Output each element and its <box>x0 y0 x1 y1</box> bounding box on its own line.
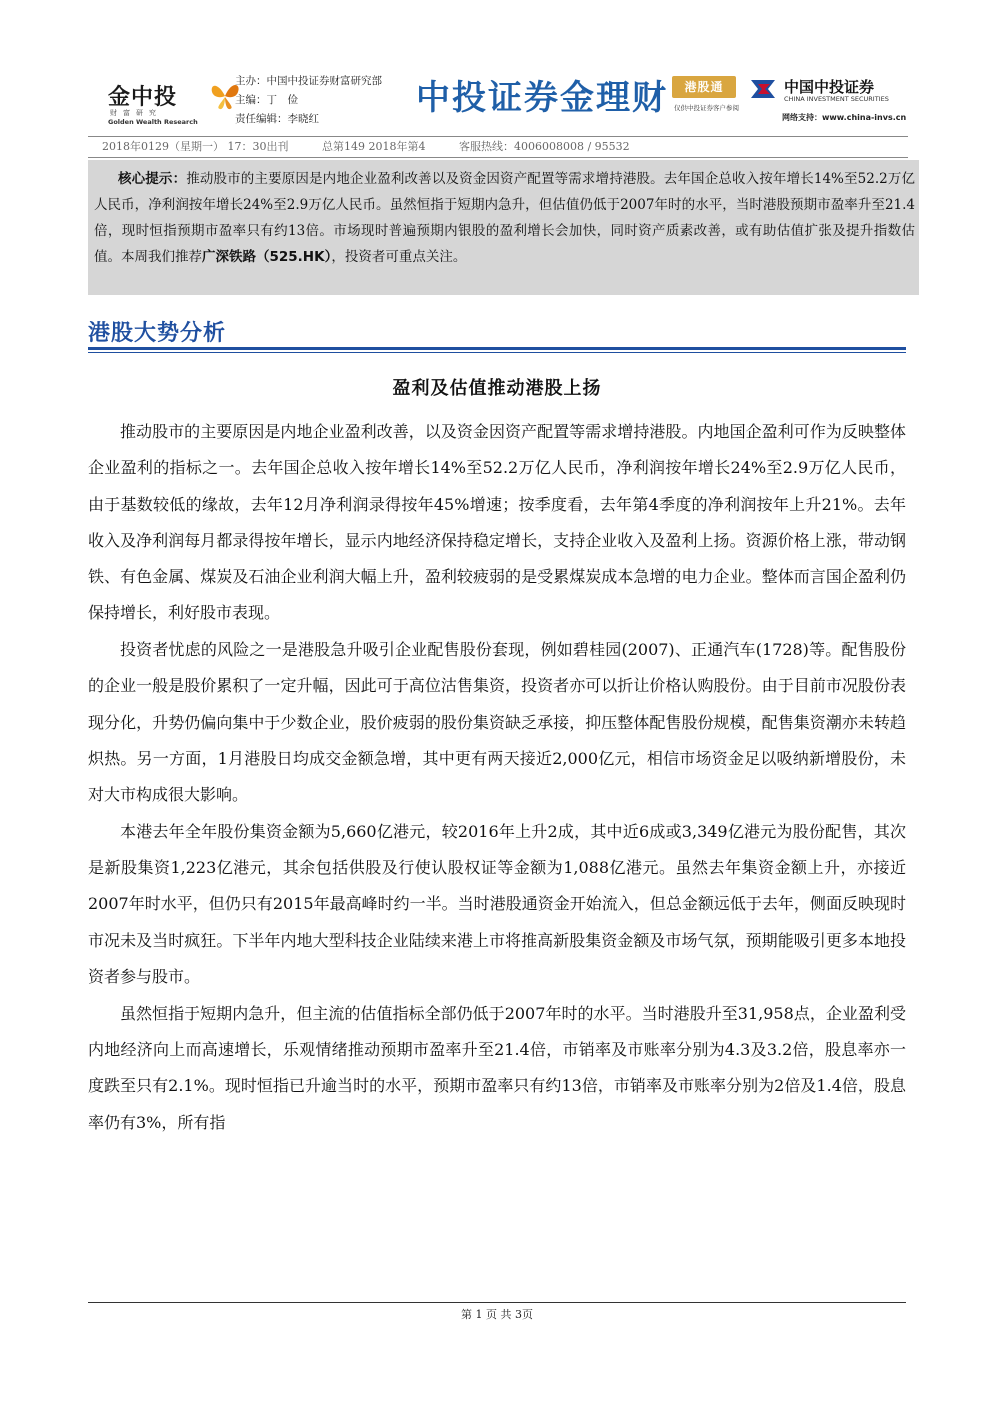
footer-divider <box>88 1302 906 1303</box>
logo-en: Golden Wealth Research <box>108 118 198 126</box>
company-name-cn: 中国中投证券 <box>784 78 875 96</box>
article-paragraph: 虽然恒指于短期内急升，但主流的估值指标全部仍低于2007年时的水平。当时港股升至31,958点，企业盈利受内地经济向上而高速增长，乐观情绪推动预期市盈率升至21.4倍，市销率及市账率分别为4.3及3.2倍，股息率亦一度跌至只有2.1%。现时恒指已升逾当时的水平，预期市盈率只有约13倍，市销率及市账率分别为2倍及1.4倍，股息率仍有3%，所有指 <box>88 1003 906 1132</box>
credit-chief-editor: 主编：丁 俭 <box>235 94 298 106</box>
masthead <box>88 64 908 134</box>
logo-sub: 财富研究 <box>110 109 162 117</box>
summary-label: 核心提示： <box>118 171 187 187</box>
article-body <box>88 414 906 1141</box>
company-name-en: CHINA INVESTMENT SECURITIES <box>784 95 889 103</box>
article-paragraph: 本港去年全年股份集资金额为5,660亿港元，较2016年上升2成，其中近6成或3,349亿港元为股份配售，其次是新股集资1,223亿港元，其余包括供股及行使认股权证等金额为1,088亿港元。虽然去年集资金额上升，亦接近2007年时水平，但仍只有2015年最高峰时约一半。当时港股通资金开始流入，但总金额远低于去年，侧面反映现时市况未及当时疯狂。下半年内地大型科技企业陆续来港上市将推高新股集资金额及市场气氛，预期能吸引更多本地投资者参与股市。 <box>88 821 906 987</box>
article-paragraph: 推动股市的主要原因是内地企业盈利改善，以及资金因资产配置等需求增持港股。内地国企盈利可作为反映整体企业盈利的指标之一。去年国企总收入按年增长14%至52.2万亿人民币，净利润按年增长24%至2.9万亿人民币，由于基数较低的缘故，去年12月净利润录得按年45%增速；按季度看，去年第4季度的净利润按年上升21%。去年收入及净利润每月都录得按年增长，显示内地经济保持稳定增长，支持企业收入及盈利上扬。资源价格上涨，带动钢铁、有色金属、煤炭及石油企业利润大幅上升，盈利较疲弱的是受累煤炭成本急增的电力企业。整体而言国企盈利仍保持增长，利好股市表现。 <box>88 422 906 623</box>
credit-editor: 责任编辑：李晓红 <box>235 113 319 125</box>
gangu-note: 仅供中投证券客户参阅 <box>674 104 739 112</box>
gangu-badge: 港股通 <box>672 76 736 98</box>
summary-highlight: 广深铁路（525.HK） <box>202 249 332 265</box>
editorial-credits <box>235 72 382 129</box>
brand-title: 中投证券金理财 <box>416 78 668 118</box>
credit-sponsor: 主办：中国中投证券财富研究部 <box>235 75 382 87</box>
issue-number: 总第149 2018年第4 <box>321 140 426 153</box>
customer-hotline: 客服热线：4006008008 / 95532 <box>458 140 630 153</box>
issue-info-bar <box>88 136 908 158</box>
article-paragraph: 投资者忧虑的风险之一是港股急升吸引企业配售股份套现，例如碧桂园(2007)、正通汽车(1728)等。配售股份的企业一般是股价累积了一定升幅，因此可于高位沽售集资，投资者亦可以折让价格认购股份。由于目前市况股份表现分化，升势仍偏向集中于少数企业，股价疲弱的股份集资缺乏承接，抑压整体配售股份规模，配售集资潮亦未转趋炽热。另一方面，1月港股日均成交金额急增，其中更有两天接近2,000亿元，相信市场资金足以吸纳新增股份，未对大市构成很大影响。 <box>88 640 906 805</box>
summary-text: 推动股市的主要原因是内地企业盈利改善以及资金因资产配置等需求增持港股。去年国企总收入按年增长14%至52.2万亿人民币，净利润按年增长24%至2.9万亿人民币。虽然恒指于短期内急升，但估值仍低于2007年时的水平，当时港股预期市盈率升至21.4倍，现时恒指预期市盈率只有约13倍。市场现时普遍预期内银股的盈利增长会加快，同时资产质素改善，或有助估值扩张及提升指数估值。本周我们推荐 <box>94 171 915 265</box>
golden-wealth-logo <box>108 74 228 130</box>
cis-logo-icon <box>748 76 778 102</box>
section-title: 港股大势分析 <box>88 321 227 346</box>
key-summary-box <box>88 160 919 295</box>
page-number: 第 1 页 共 3页 <box>461 1308 533 1321</box>
web-support: 网络支持：www.china-invs.cn <box>782 113 907 122</box>
summary-tail: ，投资者可重点关注。 <box>331 249 467 265</box>
article-title: 盈利及估值推动港股上扬 <box>392 378 602 399</box>
section-divider-thin <box>88 352 906 353</box>
logo-name: 金中投 <box>108 85 178 110</box>
section-divider <box>88 347 906 350</box>
issue-date: 2018年0129（星期一） 17：30出刊 <box>102 140 289 153</box>
